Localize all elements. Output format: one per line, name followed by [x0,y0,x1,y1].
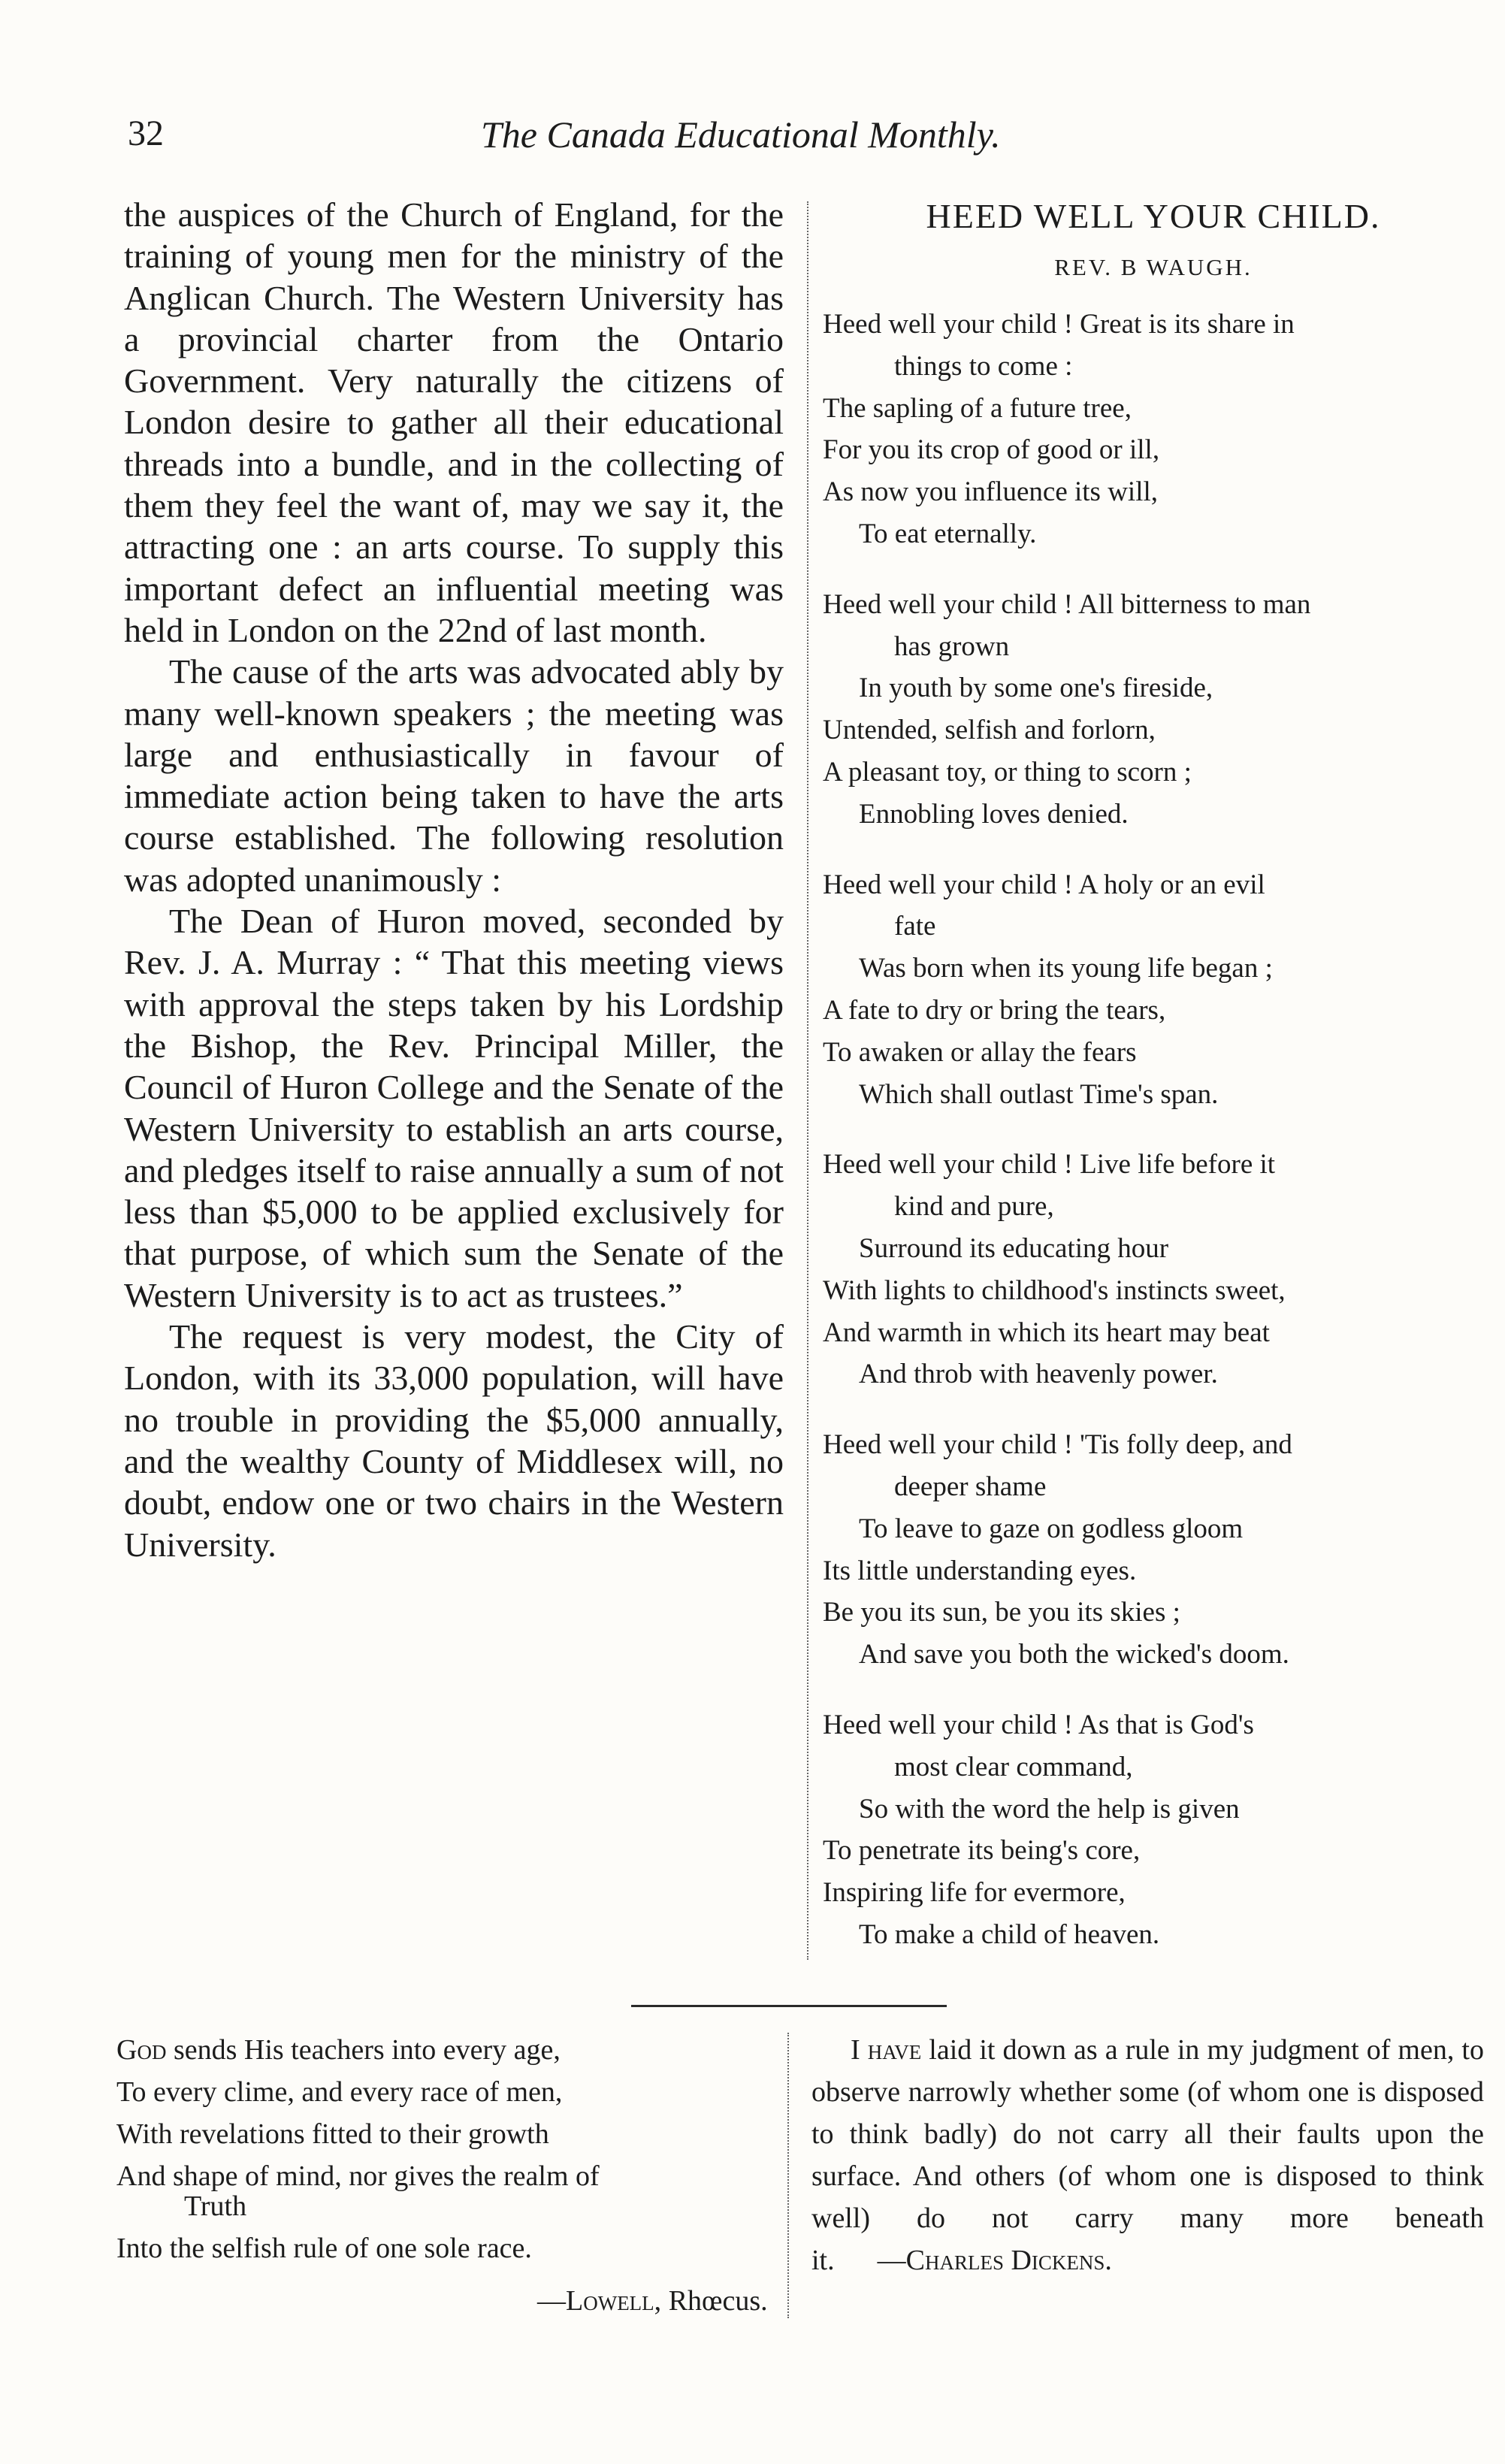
article-paragraph: The request is very modest, the City of London, with its 33,000 population, will have no trouble in providing the $5,000 annually, and the wealthy County of Middlesex will, no doubt, endow one or two chairs in the Western University. [124,1317,784,1564]
poem-line: Was born when its young life began ; [859,953,1273,984]
attribution-work: Rhœcus. [661,2285,768,2317]
poem-stanza [823,864,1484,1116]
dickens-quote [811,2029,1484,2281]
article-paragraph: The Dean of Huron moved, seconded by Rev. J. A. Murray : “ That this meeting views with approval the steps taken by his Lordship the Bishop, the Rev. Principal Miller, the Council of Huron College and the Senate of the Western University to establish an arts course, and pledges itself to raise annually a sum of not less than $5,000 to be applied exclusively for that purpose, of which sum the Senate of the Western University is to act as trustees.” [124,902,784,1314]
poem-line: Surround its educating hour [859,1232,1169,1264]
poem-stanza [823,304,1484,555]
poem-line: Heed well your child ! A holy or an evil [823,869,1265,900]
quote-line: Truth [184,2190,247,2222]
quote-line: And shape of mind, nor gives the realm of [116,2160,600,2192]
poem-line: deeper shame [894,1471,1047,1502]
poem-line: Inspiring life for evermore, [823,1877,1126,1909]
poem-line: fate [894,911,936,942]
poem-line: For you its crop of good or ill, [823,434,1160,466]
column-divider [787,2033,789,2318]
poem-line: Heed well your child ! All bitterness to man [823,588,1311,620]
poem-author: REV. B WAUGH. [1054,254,1253,280]
poem-line: things to come : [894,350,1073,382]
section-divider [631,2005,947,2007]
poem-line: Heed well your child ! Great is its share in [823,309,1295,340]
poem-line: To eat eternally. [859,518,1037,549]
poem-line: As now you influence its will, [823,476,1159,508]
lowell-quote [116,2029,785,2322]
quote-paragraph [811,2029,1484,2281]
poem-line: has grown [894,630,1010,662]
article-paragraph: The cause of the arts was advocated ably by many well-known speakers ; the meeting was large and enthusiastically in favour of immediate action being taken to have the arts course established. The following resolution was adopted unanimously : [124,652,784,899]
poem-stanza [823,584,1484,836]
poem-line: Heed well your child ! Live life before it [823,1149,1276,1181]
poem-line: To make a child of heaven. [859,1918,1160,1950]
poem-line: Untended, selfish and forlorn, [823,715,1156,746]
poem-line: Heed well your child ! As that is God's [823,1709,1254,1740]
poem-line: And throb with heavenly power. [859,1359,1218,1390]
quote-attribution: —Charles Dickens. [877,2245,1112,2276]
column-divider [807,201,808,1960]
poem-line: To penetrate its being's core, [823,1835,1141,1867]
poem-line: most clear command, [894,1751,1133,1782]
poem-line: A pleasant toy, or thing to scorn ; [823,756,1192,788]
poem-line: kind and pure, [894,1191,1054,1223]
quote-line: Into the selfish rule of one sole race. [116,2233,532,2264]
quote-attribution [116,2280,785,2322]
page-header [128,113,1390,158]
poem-line: And save you both the wicked's doom. [859,1639,1289,1670]
quote-lead-word: I have [851,2034,922,2066]
quote-line [116,2029,785,2071]
article-paragraph: the auspices of the Church of England, for the training of young men for the ministry of the Anglican Church. The Western University has a provincial charter from the Ontario Government. Very naturally the citizens of London desire to gather all their educational threads into a bundle, and in the collecting of them they feel the want of, may we say it, the attracting one : an arts course. To supply this important defect an influential meeting was held in London on the 22nd of last month. [124,195,784,649]
poem-line: With lights to childhood's instincts sweet, [823,1274,1286,1306]
poem-line: Ennobling loves denied. [859,798,1129,830]
quote-line: With revelations fitted to their growth [116,2118,549,2150]
poem-line: Heed well your child ! 'Tis folly deep, and [823,1429,1292,1461]
poem-stanza [823,1704,1484,1956]
poem-line: To awaken or allay the fears [823,1036,1137,1068]
poem-line: Its little understanding eyes. [823,1555,1137,1586]
attribution-author: —Lowell, [537,2285,662,2317]
poem [823,195,1484,1985]
quote-text: laid it down as a rule in my judgment of men, to observe narrowly whether some (of whom one is disposed to think badly) do not carry all their faults upon the surface. And others (of whom one is disposed to think well) do not carry many more beneath it. [811,2034,1484,2276]
poem-line: So with the word the help is given [859,1793,1240,1825]
journal-title: The Canada Educational Monthly. [481,113,1001,156]
poem-line: Be you its sun, be you its skies ; [823,1597,1180,1628]
poem-line: In youth by some one's fireside, [859,673,1213,704]
page-number: 32 [128,113,164,153]
poem-stanza [823,1144,1484,1395]
quote-line-text: sends His teachers into every age, [166,2034,561,2066]
quote-line: To every clime, and every race of men, [116,2076,563,2108]
quote-lead-word: God [116,2034,167,2066]
poem-title: HEED WELL YOUR CHILD. [926,197,1381,235]
poem-line: Which shall outlast Time's span. [859,1078,1219,1110]
poem-line: To leave to gaze on godless gloom [859,1513,1244,1544]
poem-line: The sapling of a future tree, [823,392,1132,424]
poem-stanza [823,1424,1484,1676]
article-column [124,194,784,1565]
poem-line: A fate to dry or bring the tears, [823,994,1166,1026]
poem-line: And warmth in which its heart may beat [823,1317,1270,1348]
